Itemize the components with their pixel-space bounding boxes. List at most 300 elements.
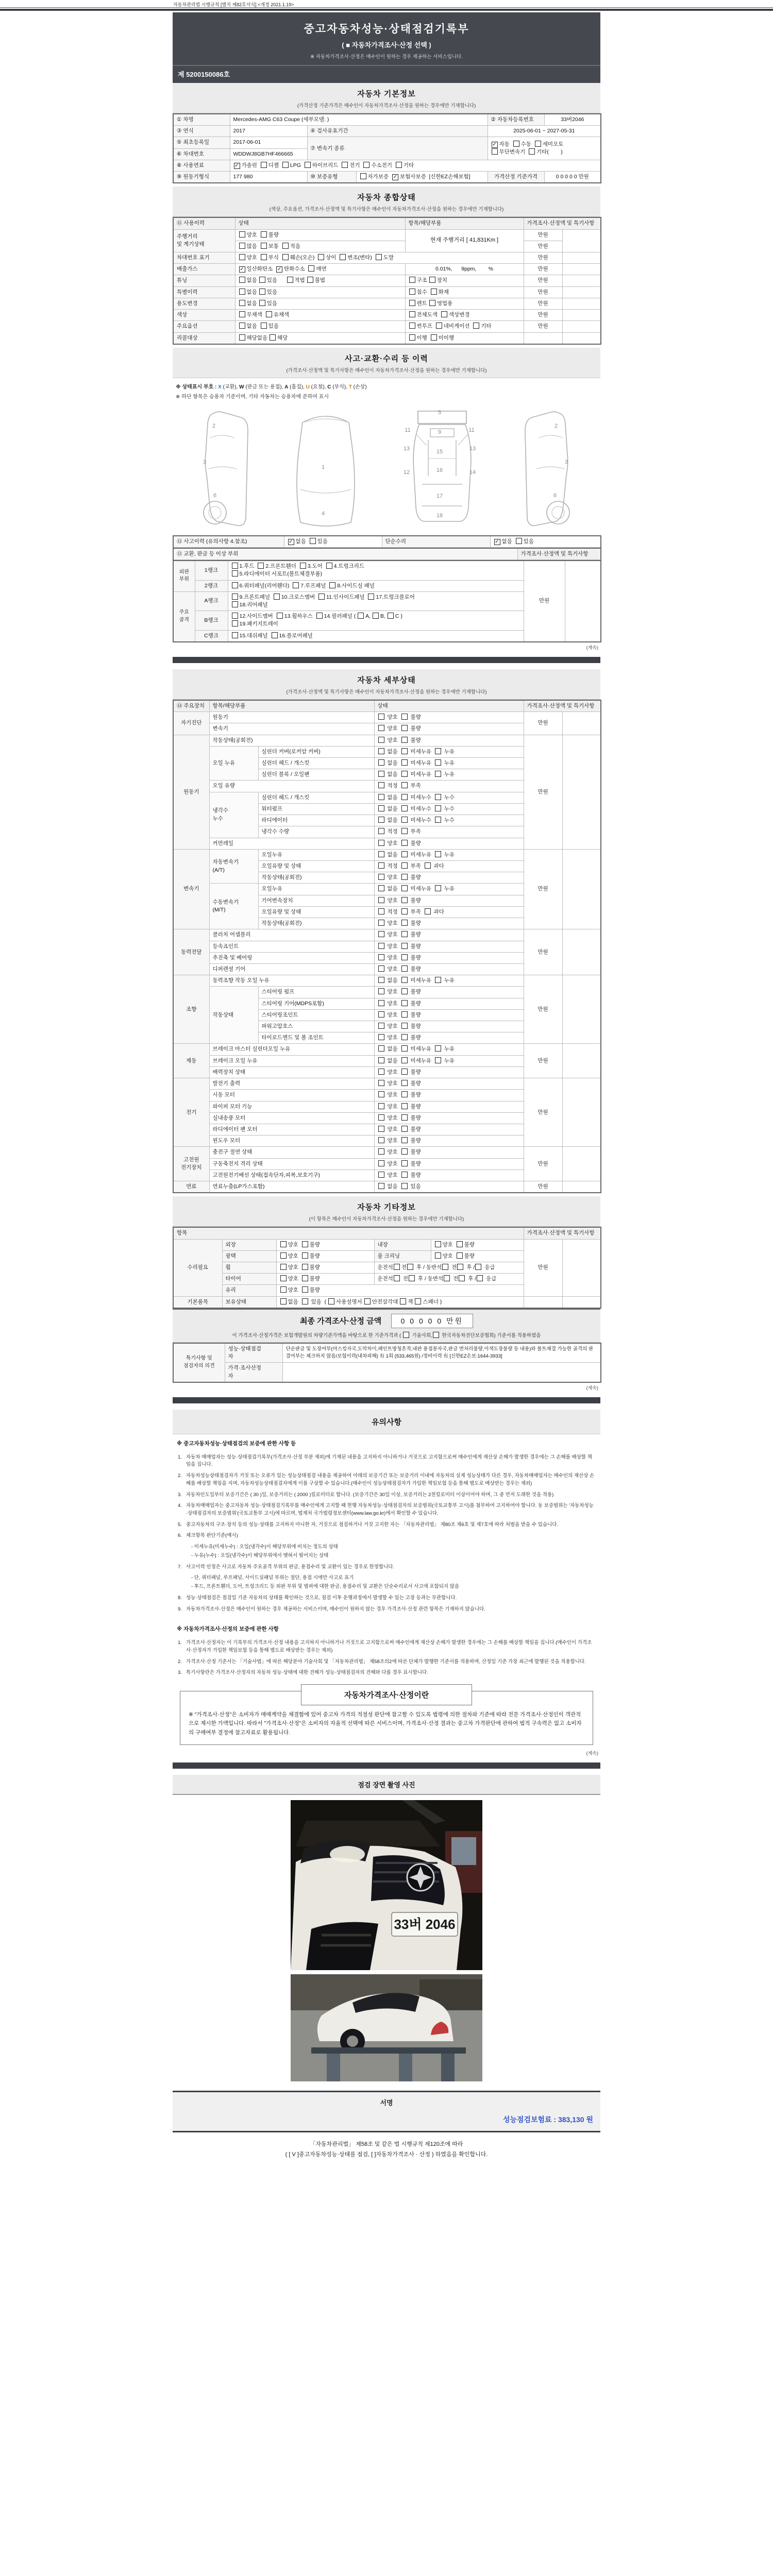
checkbox[interactable] [436,323,442,329]
checkbox[interactable] [435,1057,441,1063]
cell: 없음 미세누유 누유 [374,769,524,781]
checkbox[interactable] [401,1069,408,1075]
cell: 특별이력 [173,286,235,298]
cell [562,1181,601,1193]
checkbox[interactable] [457,1264,463,1270]
notice-number: 8. [178,1595,182,1601]
checkbox[interactable] [282,162,289,168]
cell [562,264,601,275]
checkbox-checked[interactable]: ✓ [492,141,497,147]
checkbox[interactable] [401,714,408,720]
checkbox[interactable] [378,1160,384,1166]
damage-code: C [327,384,331,390]
cell: 썬루프 네비게이션 기타 [405,321,524,332]
checkbox[interactable] [401,897,408,903]
checkbox[interactable] [376,254,382,260]
checkbox[interactable] [435,1241,441,1247]
checkbox[interactable] [378,1057,384,1063]
checkbox[interactable] [258,563,264,569]
checkbox[interactable] [378,874,384,880]
checkbox[interactable] [401,1034,408,1040]
checkbox[interactable] [378,1114,384,1121]
checkbox[interactable] [239,231,245,238]
checkbox[interactable] [378,977,384,983]
cell: 양호 불량 [374,1009,524,1021]
checkbox[interactable] [401,1183,408,1189]
notice-number: 2. [178,1658,182,1665]
checkbox[interactable] [477,1275,483,1281]
checkbox[interactable] [401,1057,408,1063]
checkbox[interactable] [516,538,522,544]
checkbox[interactable] [378,897,384,903]
checkbox[interactable] [310,538,316,544]
checkbox[interactable] [401,885,408,891]
checkbox[interactable] [378,1148,384,1155]
diagram-part-number: 14 [469,469,476,476]
checkbox[interactable] [435,771,441,777]
checkbox[interactable] [401,748,408,754]
notice-number: 5. [178,1521,182,1528]
checkbox[interactable] [378,840,384,846]
accident-history-options: ✓ 없음 있음 [284,536,382,548]
cell: 원동기 [209,712,374,723]
checkbox[interactable] [492,148,498,155]
checkbox[interactable] [401,988,408,994]
header-cell: 가격조사·산정액 및 특기사항 [524,1227,601,1239]
notice-number: 7. [178,1564,182,1570]
checkbox[interactable] [401,794,408,800]
checkbox[interactable] [378,805,384,811]
checkbox[interactable] [378,1137,384,1143]
checkbox[interactable] [261,323,267,329]
checkbox[interactable] [401,1126,408,1132]
checkbox[interactable] [373,613,379,619]
cell: 보유상태 [222,1296,276,1308]
section-basic-info-note: (가격산정 기준가격은 매수인이 자동차가격조사·산정을 원하는 경우에만 기재합니다) [297,103,476,109]
cell: 양호 불량 [374,1136,524,1147]
checkbox-checked[interactable]: ✓ [495,538,499,545]
checkbox[interactable] [378,1091,384,1097]
checkbox[interactable] [429,277,435,283]
checkbox[interactable] [378,748,384,754]
checkbox[interactable] [378,794,384,800]
checkbox[interactable] [401,977,408,983]
checkbox[interactable] [401,931,408,937]
cell [562,1239,601,1296]
checkbox[interactable] [318,594,325,600]
checkbox[interactable] [431,334,437,341]
checkbox[interactable] [378,759,384,766]
checkbox[interactable] [270,334,276,341]
checkbox[interactable] [232,613,238,619]
checkbox[interactable] [261,162,267,168]
checkbox[interactable] [277,613,283,619]
checkbox[interactable] [378,771,384,777]
checkbox[interactable] [401,965,408,972]
checkbox[interactable] [239,311,245,317]
checkbox[interactable] [401,851,408,857]
final-price-band [173,1309,600,1343]
notice-sub-item: - 미세누유(미세누수) : 오일(냉각수)이 해당부위에 비치는 정도의 상태 [191,1544,338,1550]
checkbox[interactable] [232,620,238,626]
checkbox[interactable] [409,323,415,329]
simple-repair-options: ✓ 없음 있음 [490,536,601,548]
checkbox[interactable] [415,1298,421,1304]
diagram-part-number: 13 [403,445,410,452]
notice-sub-item: - 후드, 프론트휀더, 도어, 트렁크리드 등 외판 부위 및 범퍼에 대한 판금, 용접수리 및 교환은 단순수리로서 사고에 포함되지 않음 [191,1584,460,1590]
checkbox[interactable] [280,1241,287,1247]
checkbox[interactable] [409,1275,415,1281]
checkbox[interactable] [401,805,408,811]
footer-line-1: 「자동차관리법」 제58조 및 같은 법 시행규칙 제120조에 따라 [310,2141,463,2148]
checkbox[interactable] [401,840,408,846]
checkbox[interactable] [358,613,364,619]
checkbox[interactable] [388,613,394,619]
checkbox[interactable] [401,1103,408,1109]
cell [524,1296,562,1308]
section-notice-title: 유의사항 [372,1417,401,1427]
checkbox[interactable] [259,289,265,295]
checkbox[interactable] [280,1264,287,1270]
checkbox[interactable] [425,862,431,869]
checkbox[interactable] [378,862,384,869]
checkbox[interactable] [239,277,245,283]
checkbox[interactable] [409,300,415,306]
checkbox[interactable] [435,759,441,766]
transmission-options: ✓ 자동 수동 세미오토 무단변속기 기타( ) [488,137,601,160]
checkbox[interactable] [513,141,519,147]
checkbox[interactable] [232,570,238,577]
checkbox[interactable] [403,1332,409,1338]
checkbox[interactable] [261,243,267,249]
checkbox[interactable] [378,1183,384,1189]
header-cell: 항목/해당부품 [209,700,374,712]
cell: 이행 미이행 [405,332,524,344]
checkbox[interactable] [401,1023,408,1029]
checkbox[interactable] [239,254,245,260]
checkbox[interactable] [307,277,313,283]
damage-code-label: (요철), [309,384,328,390]
checkbox[interactable] [401,759,408,766]
damage-code-note: ※ 하단 항목은 승용차 기준이며, 기타 자동차는 승용차에 준하여 표시 [176,394,329,400]
checkbox[interactable] [378,1126,384,1132]
cell: 실내송풍 모터 [209,1112,374,1124]
checkbox[interactable] [401,862,408,869]
checkbox[interactable] [378,828,384,834]
checkbox[interactable] [280,1298,287,1304]
checkbox[interactable] [535,141,541,147]
fuel-label: ⑧ 사용연료 [173,160,230,171]
cell: 양호 불량 [374,929,524,941]
checkbox[interactable] [475,1264,481,1270]
checkbox-checked[interactable]: ✓ [240,266,244,273]
checkbox[interactable] [435,1252,441,1259]
vin-label: ⑥ 차대번호 [173,148,230,160]
checkbox[interactable] [435,851,441,857]
checkbox[interactable] [459,1275,465,1281]
cell [562,975,601,1044]
checkbox[interactable] [473,323,479,329]
checkbox[interactable] [308,265,314,272]
cell: 1.후드 2.프론트휀더 3.도어 4.트렁크리드 5.라디에이터 서포트(볼트체결부품) [228,561,524,580]
mileage-value: 현재 주행거리 [ 41,831Km ] [405,229,524,252]
cell: 자기진단 [173,712,209,735]
checkbox[interactable] [409,334,415,341]
checkbox[interactable] [529,148,535,155]
checkbox[interactable] [435,977,441,983]
cell: 고전원전기배선 상태(접속단자,피복,보호기구) [209,1170,374,1181]
checkbox[interactable] [239,243,245,249]
checkbox[interactable] [280,1252,287,1259]
checkbox[interactable] [457,1241,463,1247]
checkbox[interactable] [378,714,384,720]
checkbox[interactable] [401,1045,408,1052]
checkbox[interactable] [429,300,435,306]
checkbox[interactable] [435,794,441,800]
cell: 양호 불량 [374,1147,524,1158]
checkbox[interactable] [394,1275,400,1281]
checkbox[interactable] [282,254,289,260]
checkbox[interactable] [401,771,408,777]
checkbox[interactable] [302,1264,308,1270]
notice-number: 6. [178,1533,182,1539]
cell: 변속기 [209,723,374,735]
checkbox[interactable] [287,277,293,283]
cell: 양호 불량 [374,1021,524,1032]
checkbox[interactable] [401,1172,408,1178]
checkbox[interactable] [433,1332,439,1338]
checkbox[interactable] [342,162,348,168]
cell: 없음 미세누유 누유 [374,849,524,860]
checkbox[interactable] [378,782,384,788]
checkbox[interactable] [302,1241,308,1247]
checkbox[interactable] [378,1080,384,1086]
cell: ⑬ 교환, 판금 등 이상 부위 [173,548,517,560]
checkbox[interactable] [401,828,408,834]
checkbox[interactable] [280,1275,287,1281]
cell: 침수 화재 [405,286,524,298]
cell: 튜닝 [173,275,235,286]
checkbox[interactable] [401,1148,408,1155]
checkbox[interactable] [378,1000,384,1006]
checkbox[interactable] [259,300,265,306]
diagram-part-number: 15 [436,448,443,455]
checkbox[interactable] [378,1034,384,1040]
checkbox[interactable] [302,1252,308,1259]
checkbox[interactable] [401,943,408,949]
checkbox-checked[interactable]: ✓ [234,162,239,168]
checkbox[interactable] [394,1264,400,1270]
checkbox[interactable] [401,817,408,823]
checkbox[interactable] [378,920,384,926]
cell: 양호 불량 [374,1032,524,1044]
cell: 양호 불량 [374,998,524,1009]
checkbox[interactable] [378,1103,384,1109]
checkbox[interactable] [409,311,415,317]
cell: 렌트 영업용 [405,298,524,309]
checkbox[interactable] [378,931,384,937]
notice-text: 가격조사·산정 기준서는 「기술사법」에 따른 해당분야 기술사회 및 「자동차관리법」 제58조의2에 따른 단체가 발행한 기준서를 적용하며, 산정일 기준 가장 최근에 발행된 것을 적용합니다. [186,1658,586,1665]
notice-item [178,1454,595,1469]
checkbox[interactable] [259,277,265,283]
checkbox[interactable] [401,954,408,960]
checkbox[interactable] [316,613,323,619]
checkbox[interactable] [407,1264,413,1270]
section-accident [173,348,600,378]
notice-item [178,1502,595,1517]
checkbox[interactable] [401,1080,408,1086]
checkbox[interactable] [401,1114,408,1121]
checkbox[interactable] [401,1137,408,1143]
checkbox[interactable] [378,1172,384,1178]
cell: 양호 불량 [431,1239,524,1250]
cell: 양호 불량 [431,1250,524,1262]
checkbox[interactable] [401,737,408,743]
checkbox[interactable] [401,1000,408,1006]
checkbox[interactable] [261,231,267,238]
checkbox[interactable] [378,1045,384,1052]
section-other-title: 자동차 기타정보 [357,1203,416,1212]
checkbox[interactable] [396,162,402,168]
checkbox[interactable] [401,908,408,914]
checkbox[interactable] [401,1091,408,1097]
cell: 만원 [524,712,562,735]
checkbox[interactable] [401,874,408,880]
cell: 작동상태(공회전) [258,872,374,884]
checkbox[interactable] [328,1298,334,1304]
checkbox[interactable] [378,954,384,960]
checkbox[interactable] [378,1069,384,1075]
checkbox[interactable] [329,582,335,588]
checkbox[interactable] [378,943,384,949]
damage-code-line: ※ 상태표시 부호 : X (교환), W (판금 또는 용접), A (흠집), U (요철), C (부식), T (손상) [176,384,367,390]
checkbox[interactable] [360,173,366,179]
checkbox[interactable] [435,817,441,823]
cell: 양호 불량 [374,712,524,723]
checkbox[interactable] [239,300,245,306]
notice-number: 9. [178,1606,182,1612]
cell: 원동기 [173,735,209,849]
checkbox[interactable] [425,908,431,914]
car-diagram-side-left [192,407,254,528]
cell: A랭크 [195,591,228,611]
checkbox[interactable] [239,323,245,329]
cell: 윈도우 모터 [209,1136,374,1147]
checkbox[interactable] [401,920,408,926]
checkbox[interactable] [378,988,384,994]
checkbox[interactable] [318,254,324,260]
checkbox[interactable] [435,885,441,891]
checkbox[interactable] [409,289,415,295]
checkbox[interactable] [305,162,311,168]
checkbox[interactable] [232,563,238,569]
notice-list-2 [173,1634,600,1684]
cell: 실린더 블록 / 오일팬 [258,769,374,781]
checkbox[interactable] [378,965,384,972]
diagram-part-number: 6 [213,492,216,499]
checkbox-checked[interactable]: ✓ [277,266,282,273]
cell: 없음 미세누유 누유 [374,746,524,757]
checkbox[interactable] [435,805,441,811]
checkbox[interactable] [444,1275,450,1281]
checkbox[interactable] [272,632,278,638]
checkbox[interactable] [368,594,374,600]
checkbox[interactable] [364,1298,371,1304]
cell: 오일누유 [258,884,374,895]
checkbox[interactable] [378,737,384,743]
section-accident-title: 사고·교환·수리 등 이력 [345,354,428,363]
checkbox[interactable] [239,334,245,341]
checkbox[interactable] [266,311,272,317]
checkbox[interactable] [282,243,289,249]
checkbox[interactable] [409,277,415,283]
cell: 광택 [222,1250,276,1262]
checkbox[interactable] [431,289,437,295]
diagram-part-number: 18 [436,512,443,519]
checkbox[interactable] [435,748,441,754]
checkbox[interactable] [274,594,280,600]
checkbox[interactable] [378,885,384,891]
checkbox[interactable] [441,311,447,317]
checkbox[interactable] [400,1298,406,1304]
checkbox[interactable] [378,851,384,857]
section-basic-info-title: 자동차 기본정보 [357,90,416,98]
checkbox-checked[interactable]: ✓ [393,174,398,180]
checkbox[interactable] [401,1011,408,1018]
checkbox[interactable] [378,817,384,823]
checkbox[interactable] [232,582,238,588]
checkbox[interactable] [401,1160,408,1166]
checkbox[interactable] [378,1023,384,1029]
damage-code-legend [173,378,600,401]
section-accident-note: (가격조사·산정액 및 특기사항은 매수인이 자동차가격조사·산정을 원하는 경우에만 기재합니다) [286,367,487,374]
checkbox[interactable] [232,601,238,607]
checkbox[interactable] [378,908,384,914]
checkbox[interactable] [302,1286,308,1293]
checkbox[interactable] [326,563,332,569]
cell: 없음 미세누수 누수 [374,815,524,826]
checkbox[interactable] [435,1045,441,1052]
checkbox[interactable] [401,725,408,731]
emission-values: 0.01%, 9ppm, % [405,264,524,275]
cell: 만원 [524,849,562,929]
header-cell: ⑭ 주요장치 [173,700,209,712]
checkbox[interactable] [300,563,306,569]
cell: 브레이크 오일 누유 [209,1055,374,1066]
checkbox[interactable] [457,1252,463,1259]
checkbox[interactable] [232,632,238,638]
checkbox[interactable] [302,1298,308,1304]
section-divider [173,1762,600,1769]
cell: 배력장치 상태 [209,1066,374,1078]
model-year-label: ③ 연식 [173,126,230,137]
checkbox[interactable] [232,594,238,600]
checkbox[interactable] [378,1011,384,1018]
cell [562,286,601,298]
checkbox[interactable] [302,1275,308,1281]
checkbox[interactable] [363,162,369,168]
checkbox[interactable] [293,582,299,588]
checkbox[interactable] [280,1286,287,1293]
cell: 만원 [524,975,562,1044]
checkbox-checked[interactable]: ✓ [289,538,293,545]
checkbox[interactable] [442,1264,448,1270]
checkbox[interactable] [340,254,346,260]
checkbox[interactable] [401,782,408,788]
checkbox[interactable] [239,289,245,295]
checkbox[interactable] [261,254,267,260]
checkbox[interactable] [378,725,384,731]
